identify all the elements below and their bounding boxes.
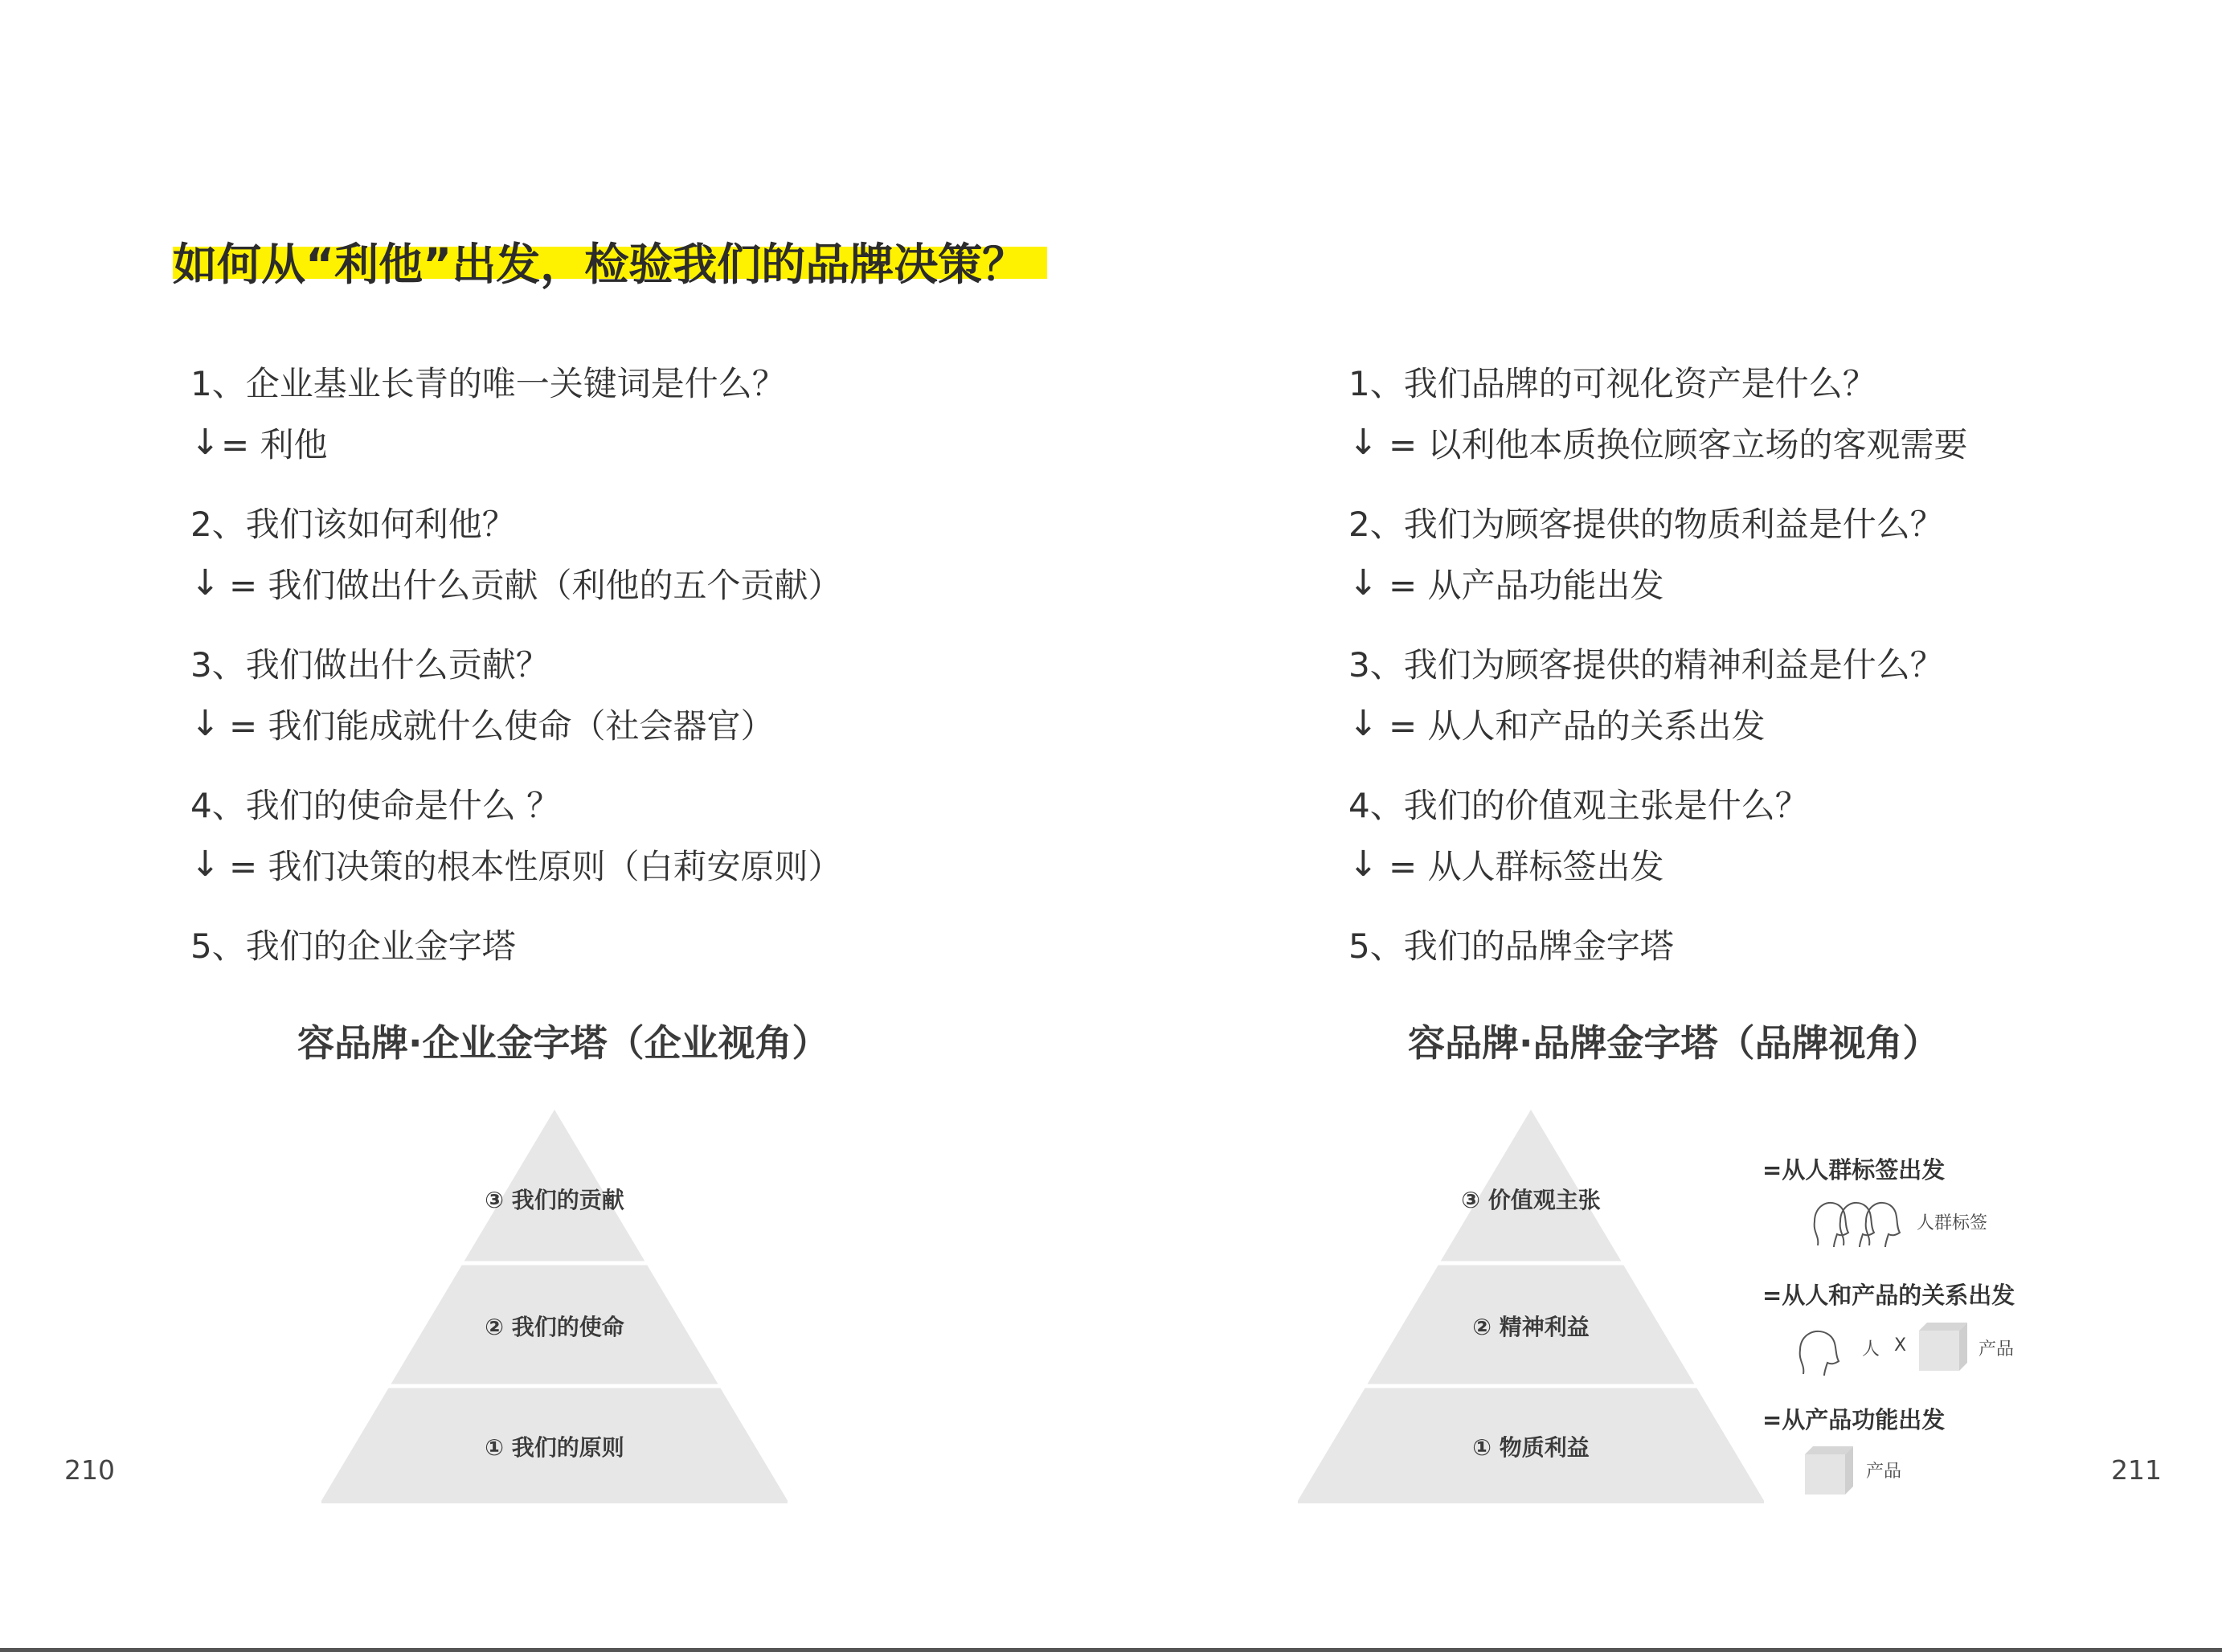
pyramid-level-1: ① 物质利益 [1472, 1434, 1590, 1461]
page-number-left: 210 [64, 1454, 115, 1486]
pyramid-level-2: ② 精神利益 [1472, 1314, 1590, 1340]
page-number-right: 211 [2111, 1454, 2162, 1486]
left-question-2: 2、我们该如何利他？ [190, 505, 516, 544]
left-qa-list [190, 358, 1074, 984]
pyramid-level-2: ② 我们的使命 [485, 1314, 624, 1340]
down-arrow-icon: ↓ [190, 562, 220, 603]
heading-text: 如何从“利他”出发，检验我们的品牌决策？ [173, 239, 1027, 290]
face-icon [1802, 1188, 1906, 1248]
left-answer-2: = 我们做出什么贡献（利他的五个贡献） [229, 566, 842, 605]
product-label: 产品 [1866, 1462, 1902, 1482]
right-answer-3: = 从人和产品的关系出发 [1389, 706, 1766, 746]
product-box-icon [1805, 1443, 1855, 1499]
right-question-1: 1、我们品牌的可视化资产是什么？ [1348, 364, 1876, 403]
left-answer-1: = 利他 [221, 425, 328, 464]
right-answer-4: = 从人群标签出发 [1389, 847, 1664, 886]
down-arrow-icon: ↓ [190, 422, 220, 463]
down-arrow-icon: ↓ [190, 844, 220, 885]
down-arrow-icon: ↓ [1348, 844, 1378, 885]
right-question-3: 3、我们为顾客提供的精神利益是什么？ [1348, 645, 1944, 685]
right-qa-list [1348, 358, 2192, 984]
box-icon [1919, 1319, 1969, 1372]
left-answer-4: = 我们决策的根本性原则（白莉安原则） [229, 847, 842, 886]
left-pyramid [321, 1105, 788, 1507]
down-arrow-icon: ↓ [190, 703, 220, 744]
down-arrow-icon: ↓ [1348, 703, 1378, 744]
right-question-2: 2、我们为顾客提供的物质利益是什么？ [1348, 505, 1944, 544]
crowd-faces-icon [1802, 1188, 1906, 1251]
right-pyramid [1298, 1105, 1764, 1507]
person-face-icon [1798, 1318, 1855, 1379]
page-heading [173, 229, 1026, 292]
left-question-5: 5、我们的企业金字塔 [190, 926, 516, 966]
left-answer-3: = 我们能成就什么使命（社会器官） [229, 706, 775, 746]
product-label: 产品 [1979, 1339, 2015, 1360]
right-answer-1: = 以利他本质换位顾客立场的客观需要 [1389, 425, 1968, 464]
pyramid-level-3: ③ 我们的贡献 [485, 1187, 624, 1213]
down-arrow-icon: ↓ [1348, 422, 1378, 463]
left-question-1: 1、企业基业长青的唯一关键词是什么？ [190, 364, 786, 403]
face-icon [1798, 1318, 1855, 1376]
legend-head-crowd: =从人群标签出发 [1762, 1156, 1946, 1184]
legend-head-function: =从产品功能出发 [1762, 1406, 1946, 1433]
right-pyramid-title: 容品牌·品牌金字塔（品牌视角） [1408, 1021, 1940, 1065]
pyramid-level-3: ③ 价值观主张 [1461, 1187, 1601, 1213]
legend-head-relation: =从人和产品的关系出发 [1762, 1282, 2015, 1309]
crowd-label: 人群标签 [1917, 1213, 1988, 1233]
down-arrow-icon: ↓ [1348, 562, 1378, 603]
left-question-4: 4、我们的使命是什么 ？ [190, 786, 561, 825]
right-question-4: 4、我们的价值观主张是什么？ [1348, 786, 1809, 825]
person-label: 人 [1862, 1339, 1880, 1360]
pyramid-level-1: ① 我们的原则 [485, 1434, 624, 1461]
times-sign: X [1894, 1335, 1907, 1356]
right-question-5: 5、我们的品牌金字塔 [1348, 926, 1674, 966]
box-icon [1805, 1443, 1855, 1496]
bottom-rule [0, 1648, 2222, 1652]
right-answer-2: = 从产品功能出发 [1389, 566, 1664, 605]
product-box-icon [1919, 1319, 1969, 1376]
left-question-3: 3、我们做出什么贡献？ [190, 645, 550, 685]
left-pyramid-title: 容品牌·企业金字塔（企业视角） [297, 1021, 829, 1065]
